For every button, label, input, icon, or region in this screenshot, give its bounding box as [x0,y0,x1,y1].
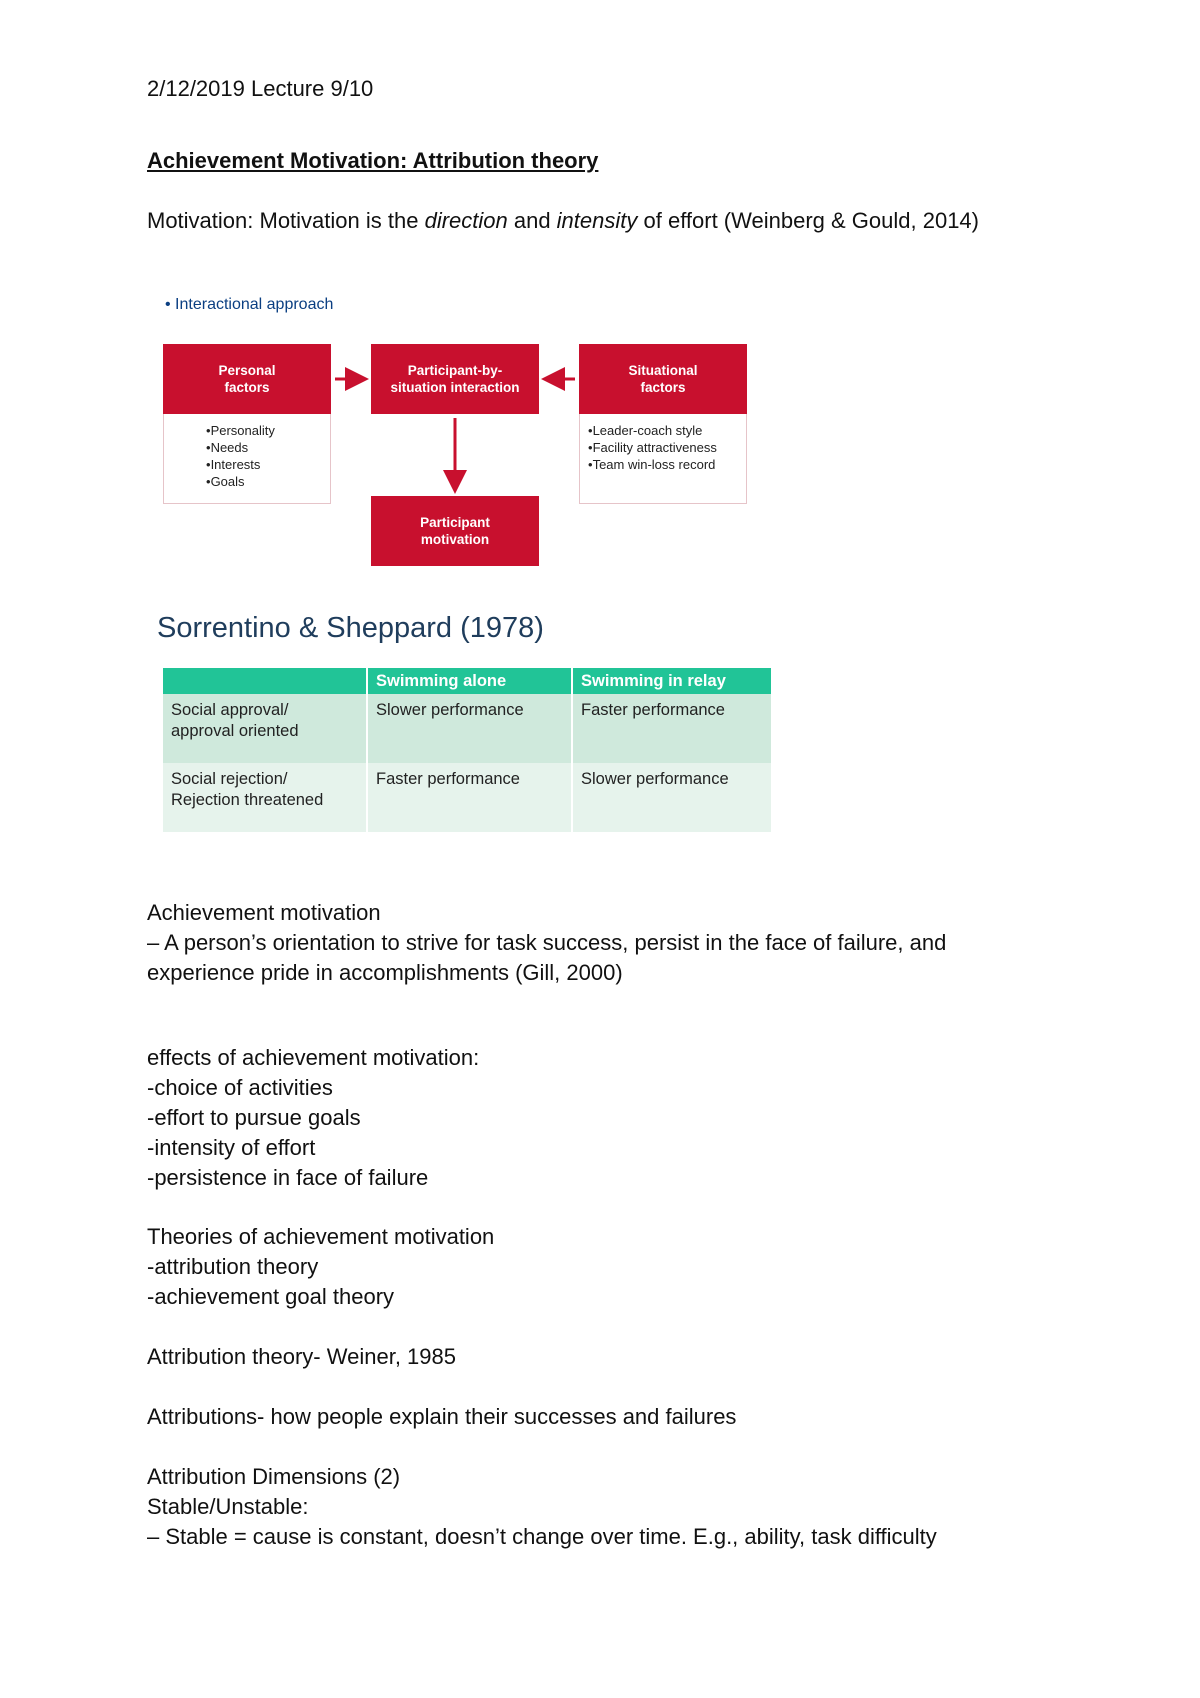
attributions-line: Attributions- how people explain their successes and failures [147,1404,737,1429]
personal-factor-item: • Needs [206,439,330,456]
date-line: 2/12/2019 Lecture 9/10 [147,76,374,101]
effects-item: -intensity of effort [147,1135,316,1160]
motivation-def-text: and [507,208,557,233]
interaction-title: Participant-by- [407,363,503,378]
theories-item: -attribution theory [147,1254,319,1279]
situational-factor-item: • Facility attractiveness [588,439,746,456]
study-header-cell: Swimming in relay [572,668,772,694]
personal-factor-item: • Goals [206,473,330,490]
motivation-def-text: Motivation: Motivation is the [147,208,425,233]
achievement-section [147,898,946,988]
effects-item: -choice of activities [147,1075,333,1100]
study-row-label-line: Social rejection/ [171,770,288,788]
participant-motivation-title: Participant [420,515,490,530]
study-row [163,763,772,832]
study-cell: Faster performance [572,694,772,763]
theories-section [147,1222,494,1312]
diagram-arrows [163,296,753,566]
participant-motivation-title: motivation [420,532,490,547]
interaction-title: situation interaction [390,380,520,395]
study-cell: Slower performance [572,763,772,832]
stable-title: Stable/Unstable: [147,1494,309,1519]
achievement-title: Achievement motivation [147,900,381,925]
achievement-definition-line: experience pride in accomplishments (Gill, 2000) [147,960,623,985]
study-table [163,668,773,832]
effects-section [147,1043,479,1193]
achievement-definition-line: – A person’s orientation to strive for task success, persist in the face of failure, and [147,930,947,955]
personal-factor-item: • Interests [206,456,330,473]
motivation-def-emphasis-intensity: intensity [556,208,638,233]
personal-factors-title: factors [224,380,270,395]
study-row-label [163,763,367,832]
personal-factors-title: Personal [218,363,276,378]
effects-title: effects of achievement motivation: [147,1045,480,1070]
study-row [163,694,772,763]
theories-title: Theories of achievement motivation [147,1224,495,1249]
motivation-def-emphasis-direction: direction [424,208,508,233]
interactional-approach-diagram [163,296,753,566]
attribution-theory-line: Attribution theory- Weiner, 1985 [147,1344,456,1369]
effects-item: -persistence in face of failure [147,1165,429,1190]
study-cell: Faster performance [367,763,572,832]
study-row-label-line: Rejection threatened [171,791,324,809]
personal-factor-item: • Personality [206,422,330,439]
diagram-bullet-title: • Interactional approach [165,296,334,313]
dimensions-section [147,1462,937,1552]
page-heading: Achievement Motivation: Attribution theory [147,148,599,173]
study-title: Sorrentino & Sheppard (1978) [157,612,544,644]
study-header-cell [163,668,367,694]
study-header-cell: Swimming alone [367,668,572,694]
motivation-definition [147,206,979,236]
study-row-label-line: Social approval/ [171,701,289,719]
situational-factor-item: • Leader-coach style [588,422,746,439]
situational-factors-title: Situational [628,363,698,378]
study-row-label [163,694,367,763]
stable-definition: – Stable = cause is constant, doesn’t change over time. E.g., ability, task difficulty [147,1524,937,1549]
motivation-def-text: of effort (Weinberg & Gould, 2014) [637,208,979,233]
effects-item: -effort to pursue goals [147,1105,361,1130]
dimensions-title: Attribution Dimensions (2) [147,1464,401,1489]
study-cell: Slower performance [367,694,572,763]
study-header-row [163,668,772,694]
theories-item: -achievement goal theory [147,1284,395,1309]
study-row-label-line: approval oriented [171,722,299,740]
situational-factors-title: factors [640,380,686,395]
situational-factor-item: • Team win-loss record [588,456,746,473]
